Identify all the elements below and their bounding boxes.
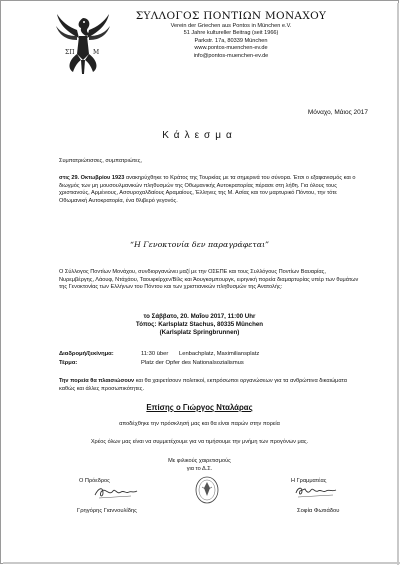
org-name: ΣΥΛΛΟΓΟΣ ΠΟΝΤΙΩΝ ΜΟΝΑΧΟΥ: [135, 10, 327, 22]
history-paragraph: [59, 175, 359, 205]
event-place: [1, 321, 398, 329]
organizers-paragraph: Ο Σύλλογος Ποντίων Μονάχου, συνδιοργανώνει μαζί με την ΟΣΕΠΕ και τους Συλλόγους Ποντίων Βαυαρίας, Νυρεμβέργης, Λάουφ, Ντάχάου, Ταουφκίρχεν/Βίλς και Άουγκσμπουργκ, ειρηνική πορεία διαμαρτυρίας υπέρ των θυμάτων της Γενοκτονίας των Ελλήνων του Πόντου και των χριστιανικών πληθυσμών της Ανατολής:: [59, 269, 359, 291]
document-title: Κάλεσμα: [162, 130, 237, 141]
special-guest: [1, 403, 398, 412]
svg-text:Μ: Μ: [93, 49, 100, 56]
org-website[interactable]: www.pontos-muenchen-ev.de: [194, 45, 268, 52]
duty-line: Χρέος όλων μας είναι να συμμετέχουμε για να τιμήσουμε την μνήμη των προγόνων μας.: [90, 439, 309, 445]
president-name: Γρηγόρης Γιαννουλίδης: [77, 508, 137, 514]
history-text: ανακηρύχθηκε το Κράτος της Τουρκίας με τα σημερινά του σύνορα. Έτσι ο εξαφανισμός και ο διωγμός των μη μουσουλμανικών πληθυσμών της Οθωμανικής Αυτοκρατορίας πέρασε στη λήθη. Για όλους τους χριστιανούς, Αρμένιους, Ασσυροχαλδαίους Αραμαίους, Έλληνες της Μ. Ασίας και τον μαρτυρικό Πόντου, την τότε Οθωμανική Αυτοκρατορία, ένα θλιβερό γεγονός.: [59, 175, 356, 204]
association-seal-icon: [195, 476, 219, 504]
org-address: Parkstr. 17a, 80339 München: [194, 37, 268, 44]
guest-acceptance: αποδέχθηκε την πρόσκλησή μας και θα είναι παρών στην πορεία: [119, 421, 280, 427]
president-signature-icon: [93, 483, 139, 501]
secretary-title: Η Γραμματέας: [291, 478, 327, 484]
page-shadow-right: [397, 3, 399, 565]
speakers-paragraph: [59, 378, 359, 393]
phoenix-logo-icon: [53, 10, 113, 76]
org-since: 51 Jahre kultureller Beitrag (seit 1966): [183, 30, 279, 37]
route-start-time: 11:30 über: [141, 351, 169, 357]
route-start-value: Lenbachplatz, Maximiliansplatz: [179, 351, 260, 357]
event-place-value: Karlsplatz Stachus, 80335 München: [158, 321, 264, 328]
secretary-name: Σοφία Φωτιάδου: [297, 508, 340, 514]
route-end-label: Τέρμα:: [59, 360, 78, 366]
closing-greeting: Με φιλικούς χαιρετισμούς: [168, 458, 231, 464]
slogan: “Η Γενοκτονία δεν παραγράφεται”: [129, 240, 270, 249]
route-start: [59, 350, 359, 358]
special-guest-text: Επίσης ο Γιώργος Νταλάρας: [146, 403, 253, 412]
speakers-text: και θα χαιρετίσουν πολιτικοί, εκπρόσωποι οργανώσεων για τα ανθρώπινα δικαιώματα καθώς και άλλες προσωπικότητες.: [59, 378, 348, 392]
speakers-bold: Την πορεία θα πλαισιώσουν: [59, 378, 135, 384]
history-date: στις 29. Οκτωβρίου 1923: [59, 175, 125, 181]
org-email[interactable]: info@pontos-muenchen-ev.de: [193, 52, 269, 59]
route-end: [59, 359, 359, 367]
secretary-signature-icon: [293, 483, 339, 501]
president-title: Ο Πρόεδρος: [79, 478, 110, 484]
salutation: Συμπατριώτισσες, συμπατριώτες,: [59, 158, 142, 164]
event-place-label: Τόπος:: [135, 321, 157, 328]
page-shadow-bottom: [3, 562, 400, 564]
org-subtitle-de: Verein der Griechen aus Pontos in München e.V.: [170, 23, 292, 29]
svg-text:ΣΠ: ΣΠ: [65, 49, 75, 56]
event-date: το Σάββατο, 20. Μαΐου 2017, 11:00 Uhr: [143, 313, 256, 320]
route-end-value: Platz der Opfer des Nationalsozialismus: [141, 360, 244, 366]
closing-board: για το Δ.Σ.: [186, 466, 213, 472]
route-start-label: Διαδρομή/ξεκίνημα:: [59, 351, 114, 357]
letterhead: [131, 10, 331, 60]
date-place: Μόναχο, Μάιος 2017: [307, 109, 368, 116]
event-place-extra: (Karlsplatz Springbrunnen): [159, 329, 240, 336]
